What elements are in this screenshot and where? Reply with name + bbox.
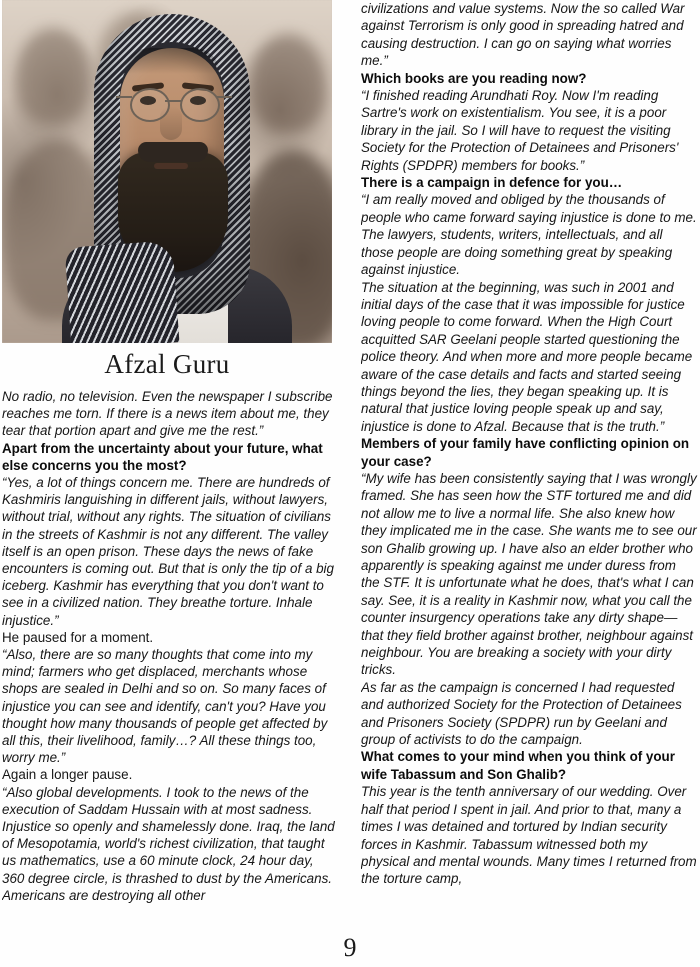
- interview-question: Which books are you reading now?: [361, 70, 587, 86]
- paragraph-quote: This year is the tenth anniversary of our wedding. Over half that period I spent in jail. And prior to that, many a times I was detained and tortured by Indian security forces in Kashmir. Tabassum witnessed both my physical and mental wounds. Many times I returned from the torture camp,: [361, 784, 697, 887]
- paragraph-quote: The situation at the beginning, was such in 2001 and initial days of the case that it was impossible for justice loving people to come forward. When the High Court acquitted SAR Geelani people started questioning the police theory. And when more and more people became aware of the case details and facts and started seeing things beyond the lies, they began speaking up. It is natural that justice loving people speak up and say, injustice is done to Afzal. Because that is the truth.”: [361, 279, 693, 434]
- spectacles-left-lens: [130, 88, 170, 122]
- moustache: [138, 142, 208, 162]
- interview-question: Apart from the uncertainty about your future, what else concerns you the most?: [2, 440, 323, 473]
- spectacles-bridge: [165, 100, 181, 102]
- forehead-shadow: [124, 48, 220, 74]
- paragraph-narration: Again a longer pause.: [2, 767, 133, 783]
- paragraph-quote: “My wife has been consistently saying that I was wrongly framed. She has seen how the STF tortured me and did not allow me to live a normal life. She also knew how they implicated me in the case. She wants me to see our son Ghalib growing up. I have also an elder brother who apparently is speaking against me under duress from the STF. It is unfortunate what he does, that's what I can say. See, it is a reality in Kashmir now, what you call the counter insurgency operations take any dirty shape—that they field brother against brother, neighbour against neighbour. You are breaking a society with your dirty tricks.: [361, 470, 697, 678]
- photo-caption: Afzal Guru: [104, 349, 230, 379]
- paragraph-narration: He paused for a moment.: [2, 629, 154, 645]
- afzal-guru-portrait-photo: [2, 0, 332, 343]
- paragraph-quote: “Also, there are so many thoughts that come into my mind; farmers who get displaced, merchants whose shops are sealed in Delhi and so on. So many faces of injustice you can see and identify, can't you? Have you thought how many thousands of people get affected by all this, their livelihood, family…? All these things too, worry me.”: [2, 647, 328, 766]
- paragraph-quote: No radio, no television. Even the newspaper I subscribe reaches me torn. If there is a news item about me, they tear that portion apart and give me the rest.”: [2, 389, 333, 439]
- paragraph-quote: “I am really moved and obliged by the thousands of people who came forward saying injustice is done to me. The lawyers, students, writers, intellectuals, and all those people are doing something great by speaking against injustice.: [361, 192, 697, 278]
- background-figure: [250, 34, 326, 132]
- interview-question: Members of your family have conflicting opinion on your case?: [361, 436, 690, 469]
- spectacles-arm-right: [216, 96, 232, 98]
- background-figure: [16, 28, 90, 124]
- page-number: 9: [343, 933, 357, 962]
- paragraph-quote: “Also global developments. I took to the news of the execution of Saddam Hussain with at most sadness. Injustice so openly and shamelessly done. Iraq, the land of Mesopotamia, world's richest civilization, that taught us mathematics, use a 60 minute clock, 24 hour day, 360 degree circle, is thrashed to dust by the Americans. Americans are destroying all other: [2, 784, 335, 903]
- left-column: [2, 0, 339, 925]
- paragraph-quote: “Yes, a lot of things concern me. There are hundreds of Kashmiris languishing in different jails, without lawyers, without trial, without any rights. The situation of civilians in the streets of Kashmir is not any different. The valley itself is an open prison. These days the news of fake encounters is coming out. But that is only the tip of a big iceberg. Kashmir has everything that you don't want to see in a civilized nation. They breathe torture. Inhale injustice.”: [2, 475, 334, 628]
- shawl-drape: [65, 240, 180, 343]
- paragraph-quote: “I finished reading Arundhati Roy. Now I'm reading Sartre's work on existentialism. You see, it is a poor library in the jail. So I will have to request the visiting Society for the Protection of Detainees and Prisoners' Rights (SPDPR) members for books.”: [361, 88, 679, 173]
- paragraph-quote: civilizations and value systems. Now the so called War against Terrorism is only good in spreading hatred and causing destruction. I can go on saying what worries me.”: [361, 1, 685, 69]
- mouth: [154, 163, 188, 169]
- spectacles-right-lens: [180, 88, 220, 122]
- paragraph-quote: As far as the campaign is concerned I had requested and authorized Society for the Protection of Detainees and Prisoners Society (SPDPR) run by Geelani and group of activists to do the campaign.: [361, 679, 682, 748]
- spectacles-arm-left: [116, 96, 132, 98]
- interview-question: There is a campaign in defence for you…: [361, 175, 623, 191]
- interview-question: What comes to your mind when you think of your wife Tabassum and Son Ghalib?: [361, 749, 675, 782]
- right-column: [361, 0, 698, 925]
